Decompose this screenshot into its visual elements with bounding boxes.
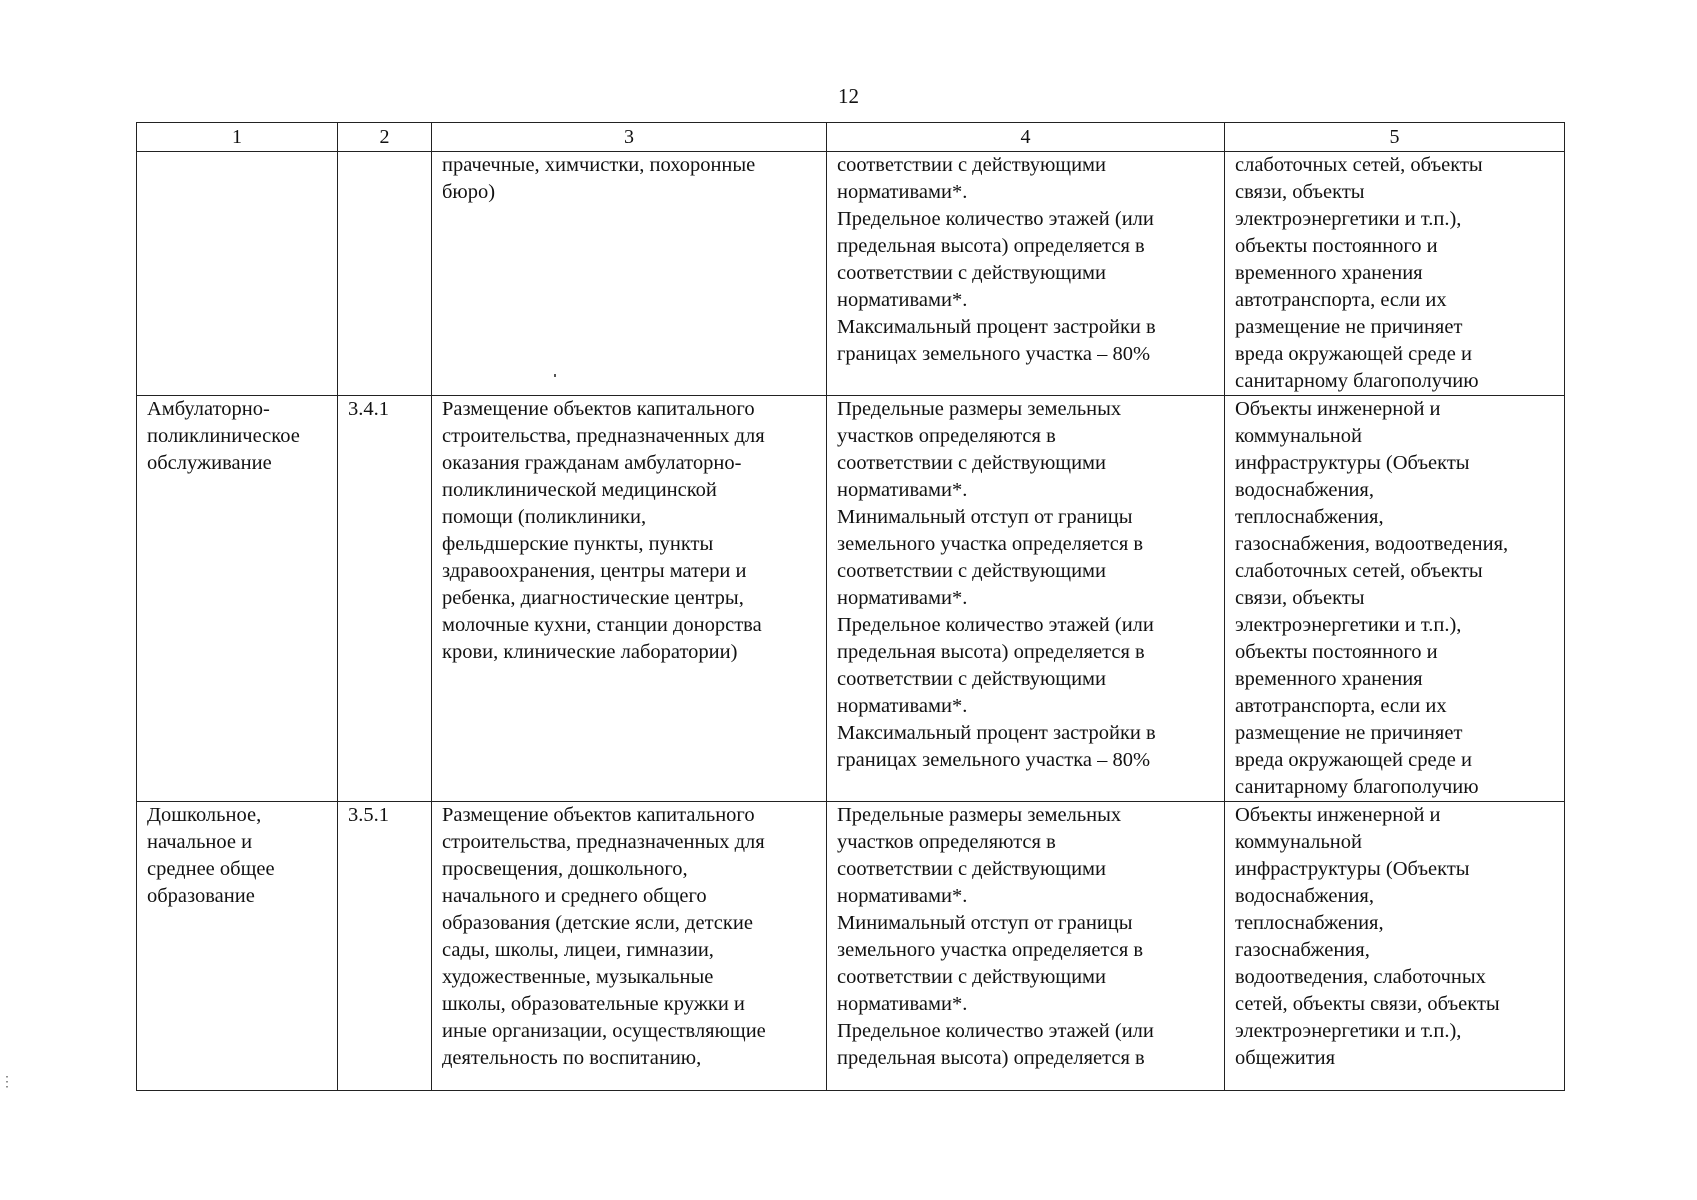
cell-text-line: обслуживание (147, 452, 272, 474)
cell-text-line: нормативами*. (837, 479, 968, 501)
cell-text-line: слаботочных сетей, объекты (1235, 154, 1483, 176)
cell-text-line: инфраструктуры (Объекты (1235, 452, 1470, 474)
cell-text-line: школы, образовательные кружки и (442, 993, 745, 1015)
margin-mark: ⋮ (0, 1075, 14, 1091)
cell-text-line: границах земельного участка – 80% (837, 343, 1151, 365)
cell-text-line: Объекты инженерной и (1235, 398, 1441, 420)
cell-use-name (137, 802, 338, 1091)
table-row (137, 152, 1565, 396)
cell-text-line: теплоснабжения, (1235, 506, 1384, 528)
cell-text-line: автотранспорта, если их (1235, 289, 1447, 311)
cell-text-line: среднее общее (147, 858, 275, 880)
cell-text-line: оказания гражданам амбулаторно- (442, 452, 742, 474)
cell-text-line: электроэнергетики и т.п.), (1235, 1020, 1462, 1042)
cell-text-line: Дошкольное, (147, 804, 262, 826)
cell-use-description (432, 396, 827, 802)
header-col-3: 3 (432, 123, 827, 152)
cell-text-line: Предельное количество этажей (или (837, 208, 1154, 230)
cell-text-line: соответствии с действующими (837, 668, 1106, 690)
cell-text-line: образование (147, 885, 255, 907)
cell-text-line: вреда окружающей среде и (1235, 749, 1472, 771)
cell-parameters (827, 802, 1225, 1091)
cell-use-description (432, 802, 827, 1091)
cell-text-line: земельного участка определяется в (837, 533, 1144, 555)
cell-text-line: участков определяются в (837, 425, 1056, 447)
cell-text-line: крови, клинические лаборатории) (442, 641, 738, 663)
cell-text-line: газоснабжения, водоотведения, (1235, 533, 1509, 555)
cell-text-line: Размещение объектов капитального (442, 398, 755, 420)
cell-text-line: предельная высота) определяется в (837, 641, 1145, 663)
cell-text-line: электроэнергетики и т.п.), (1235, 614, 1462, 636)
cell-text-line: временного хранения (1235, 262, 1423, 284)
cell-text-line: соответствии с действующими (837, 858, 1106, 880)
cell-text-line: соответствии с действующими (837, 452, 1106, 474)
cell-text-line: предельная высота) определяется в (837, 1047, 1145, 1069)
cell-text-line: Размещение объектов капитального (442, 804, 755, 826)
cell-text-line: водоснабжения, (1235, 885, 1374, 907)
page-number: 12 (838, 84, 859, 108)
cell-text-line: размещение не причиняет (1235, 316, 1463, 338)
cell-text-line: инфраструктуры (Объекты (1235, 858, 1470, 880)
cell-parameters (827, 396, 1225, 802)
cell-text-line: соответствии с действующими (837, 262, 1106, 284)
header-col-4: 4 (827, 123, 1225, 152)
cell-text-line: санитарному благополучию (1235, 776, 1479, 798)
cell-text-line: слаботочных сетей, объекты (1235, 560, 1483, 582)
cell-text-line: автотранспорта, если их (1235, 695, 1447, 717)
cell-text-line: строительства, предназначенных для (442, 831, 765, 853)
cell-text-line: санитарному благополучию (1235, 370, 1479, 392)
cell-text-line: начального и среднего общего (442, 885, 707, 907)
cell-auxiliary-uses (1225, 152, 1565, 396)
cell-text-line: Минимальный отступ от границы (837, 912, 1133, 934)
cell-use-code (338, 396, 432, 802)
cell-text-line: здравоохранения, центры матери и (442, 560, 747, 582)
cell-text-line: нормативами*. (837, 885, 968, 907)
header-col-2: 2 (338, 123, 432, 152)
cell-text-line: помощи (поликлиники, (442, 506, 647, 528)
cell-text-line: сады, школы, лицеи, гимназии, (442, 939, 714, 961)
cell-text-line: газоснабжения, (1235, 939, 1370, 961)
land-use-table (136, 122, 1565, 1091)
cell-text-line: коммунальной (1235, 831, 1362, 853)
cell-text-line: просвещения, дошкольного, (442, 858, 688, 880)
cell-use-code (338, 802, 432, 1091)
header-col-5: 5 (1225, 123, 1565, 152)
cell-use-description (432, 152, 827, 396)
cell-text-line: Предельные размеры земельных (837, 804, 1122, 826)
cell-text-line: сетей, объекты связи, объекты (1235, 993, 1500, 1015)
cell-parameters (827, 152, 1225, 396)
cell-text-line: Предельное количество этажей (или (837, 614, 1154, 636)
cell-text-line: связи, объекты (1235, 181, 1365, 203)
cell-auxiliary-uses (1225, 802, 1565, 1091)
table-row (137, 802, 1565, 1091)
cell-text-line: нормативами*. (837, 289, 968, 311)
cell-text-line: объекты постоянного и (1235, 641, 1438, 663)
table-row (137, 396, 1565, 802)
scan-artifact (554, 374, 556, 377)
cell-auxiliary-uses (1225, 396, 1565, 802)
cell-text-line: начальное и (147, 831, 253, 853)
cell-text-line: водоснабжения, (1235, 479, 1374, 501)
cell-text-line: границах земельного участка – 80% (837, 749, 1151, 771)
cell-text-line: иные организации, осуществляющие (442, 1020, 766, 1042)
cell-text-line: Максимальный процент застройки в (837, 722, 1156, 744)
cell-text-line: поликлиническое (147, 425, 300, 447)
cell-text-line: временного хранения (1235, 668, 1423, 690)
cell-text-line: молочные кухни, станции донорства (442, 614, 762, 636)
cell-text-line: строительства, предназначенных для (442, 425, 765, 447)
cell-text-line: нормативами*. (837, 993, 968, 1015)
cell-text-line: Амбулаторно- (147, 398, 270, 420)
cell-text-line: прачечные, химчистки, похоронные (442, 154, 756, 176)
cell-text-line: нормативами*. (837, 587, 968, 609)
cell-text-line: связи, объекты (1235, 587, 1365, 609)
cell-text-line: нормативами*. (837, 181, 968, 203)
header-col-1: 1 (137, 123, 338, 152)
cell-use-name (137, 396, 338, 802)
cell-text-line: вреда окружающей среде и (1235, 343, 1472, 365)
cell-use-name (137, 152, 338, 396)
cell-text-line: ребенка, диагностические центры, (442, 587, 744, 609)
cell-text-line: образования (детские ясли, детские (442, 912, 753, 934)
cell-text-line: бюро) (442, 181, 496, 203)
cell-text-line: размещение не причиняет (1235, 722, 1463, 744)
cell-text-line: участков определяются в (837, 831, 1056, 853)
cell-text-line: художественные, музыкальные (442, 966, 714, 988)
cell-text-line: деятельность по воспитанию, (442, 1047, 702, 1069)
cell-text-line: коммунальной (1235, 425, 1362, 447)
cell-text-line: Максимальный процент застройки в (837, 316, 1156, 338)
cell-text-line: Объекты инженерной и (1235, 804, 1441, 826)
cell-text-line: предельная высота) определяется в (837, 235, 1145, 257)
cell-text-line: Предельное количество этажей (или (837, 1020, 1154, 1042)
cell-text-line: водоотведения, слаботочных (1235, 966, 1486, 988)
cell-text-line: Минимальный отступ от границы (837, 506, 1133, 528)
cell-text-line: 3.4.1 (348, 398, 389, 420)
cell-text-line: соответствии с действующими (837, 966, 1106, 988)
cell-text-line: земельного участка определяется в (837, 939, 1144, 961)
cell-use-code (338, 152, 432, 396)
cell-text-line: теплоснабжения, (1235, 912, 1384, 934)
cell-text-line: объекты постоянного и (1235, 235, 1438, 257)
cell-text-line: поликлинической медицинской (442, 479, 717, 501)
cell-text-line: фельдшерские пункты, пункты (442, 533, 714, 555)
cell-text-line: общежития (1235, 1047, 1336, 1069)
cell-text-line: 3.5.1 (348, 804, 389, 826)
cell-text-line: соответствии с действующими (837, 560, 1106, 582)
header-row (137, 123, 1565, 152)
cell-text-line: электроэнергетики и т.п.), (1235, 208, 1462, 230)
cell-text-line: соответствии с действующими (837, 154, 1106, 176)
cell-text-line: нормативами*. (837, 695, 968, 717)
cell-text-line: Предельные размеры земельных (837, 398, 1122, 420)
